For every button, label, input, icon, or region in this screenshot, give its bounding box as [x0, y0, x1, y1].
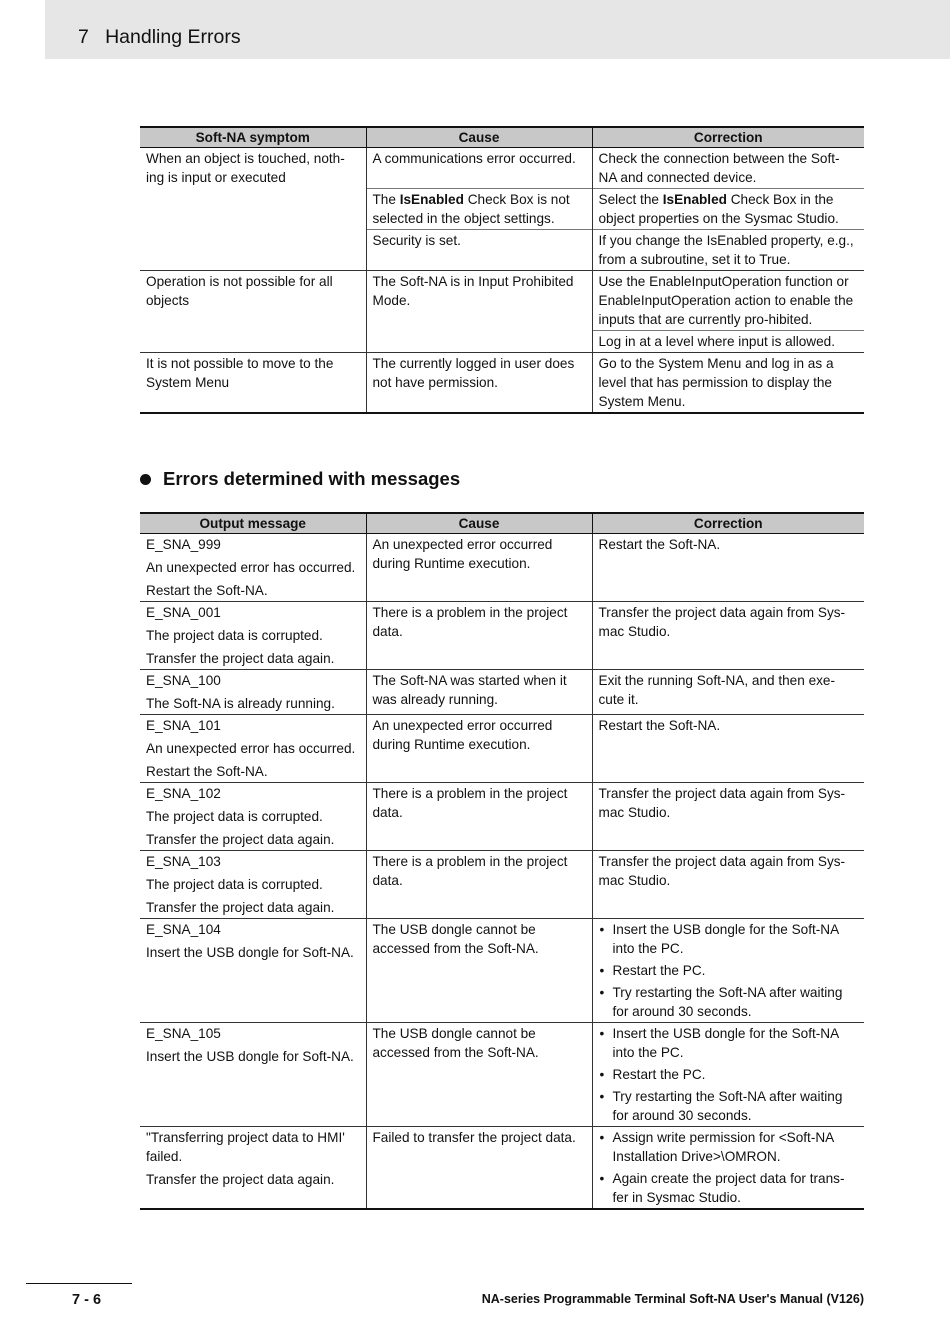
table-row [140, 1127, 864, 1210]
correction-cell: Transfer the project data again from Sys-mac Studio. [592, 851, 864, 919]
correction-cell: Check the connection between the Soft-NA and connected device. [592, 148, 864, 189]
header-correction: Correction [592, 513, 864, 534]
list-item: • Assign write permission for <Soft-NA Installation Drive>\OMRON. [599, 1128, 859, 1166]
cause-cell: Security is set. [366, 230, 592, 271]
list-item: • Again create the project data for trans-fer in Sysmac Studio. [599, 1169, 859, 1207]
list-item: • Insert the USB dongle for the Soft-NA into the PC. [599, 920, 859, 958]
header-output-message: Output message [140, 513, 366, 534]
cause-cell: Failed to transfer the project data. [366, 1127, 592, 1210]
table-row [140, 1023, 864, 1127]
bullet-dot-icon [140, 474, 151, 485]
cause-cell: The IsEnabled Check Box is not selected in the object settings. [366, 189, 592, 230]
message-cell: E_SNA_100 The Soft-NA is already running. [140, 670, 366, 715]
list-item: • Restart the PC. [599, 961, 859, 980]
list-item: • Insert the USB dongle for the Soft-NA into the PC. [599, 1024, 859, 1062]
message-cell: E_SNA_999 An unexpected error has occurred. Restart the Soft-NA. [140, 534, 366, 602]
correction-cell [592, 1023, 864, 1127]
header-correction: Correction [592, 127, 864, 148]
manual-title: NA-series Programmable Terminal Soft-NA User's Manual (V126) [481, 1292, 864, 1306]
table-row [140, 602, 864, 670]
table-row [140, 353, 864, 414]
correction-cell: Exit the running Soft-NA, and then exe-cute it. [592, 670, 864, 715]
message-cell: E_SNA_001 The project data is corrupted. Transfer the project data again. [140, 602, 366, 670]
header-cause: Cause [366, 127, 592, 148]
correction-cell [592, 919, 864, 1023]
header-symptom: Soft-NA symptom [140, 127, 366, 148]
cause-cell: A communications error occurred. [366, 148, 592, 189]
header-cause: Cause [366, 513, 592, 534]
table-row [140, 851, 864, 919]
table-row [140, 919, 864, 1023]
symptom-table [140, 126, 864, 414]
cause-cell: There is a problem in the project data. [366, 851, 592, 919]
cause-cell: The USB dongle cannot be accessed from the Soft-NA. [366, 919, 592, 1023]
message-cell: E_SNA_105 Insert the USB dongle for Soft-NA. [140, 1023, 366, 1127]
message-cell: E_SNA_104 Insert the USB dongle for Soft-NA. [140, 919, 366, 1023]
table-row [140, 148, 864, 189]
cause-cell: The currently logged in user does not have permission. [366, 353, 592, 414]
cause-cell: There is a problem in the project data. [366, 783, 592, 851]
message-table [140, 512, 864, 1210]
table-row [140, 715, 864, 783]
correction-cell [592, 1127, 864, 1210]
correction-cell: Log in at a level where input is allowed. [592, 331, 864, 353]
table-row [140, 670, 864, 715]
table-row [140, 534, 864, 602]
footer-rule [26, 1283, 132, 1284]
cause-cell: An unexpected error occurred during Runtime execution. [366, 534, 592, 602]
cause-cell: An unexpected error occurred during Runtime execution. [366, 715, 592, 783]
message-cell: E_SNA_101 An unexpected error has occurred. Restart the Soft-NA. [140, 715, 366, 783]
correction-cell: If you change the IsEnabled property, e.g., from a subroutine, set it to True. [592, 230, 864, 271]
table-header-row [140, 127, 864, 148]
correction-cell: Restart the Soft-NA. [592, 534, 864, 602]
cause-cell: There is a problem in the project data. [366, 602, 592, 670]
list-item: • Try restarting the Soft-NA after waiting for around 30 seconds. [599, 1087, 859, 1125]
message-cell: "Transferring project data to HMI' failed. Transfer the project data again. [140, 1127, 366, 1210]
symptom-cell: Operation is not possible for all objects [140, 271, 366, 353]
correction-cell: Restart the Soft-NA. [592, 715, 864, 783]
message-cell: E_SNA_102 The project data is corrupted. Transfer the project data again. [140, 783, 366, 851]
correction-cell: Transfer the project data again from Sys-mac Studio. [592, 602, 864, 670]
table-row [140, 271, 864, 331]
correction-cell: Go to the System Menu and log in as a level that has permission to display the System Menu. [592, 353, 864, 414]
section-title: Errors determined with messages [163, 468, 461, 489]
cause-cell: The Soft-NA was started when it was already running. [366, 670, 592, 715]
correction-cell: Transfer the project data again from Sys-mac Studio. [592, 783, 864, 851]
cause-cell: The Soft-NA is in Input Prohibited Mode. [366, 271, 592, 353]
list-item: • Try restarting the Soft-NA after waiting for around 30 seconds. [599, 983, 859, 1021]
correction-cell: Use the EnableInputOperation function or EnableInputOperation action to enable the inputs that are currently pro-hibited. [592, 271, 864, 331]
page-number: 7 - 6 [72, 1292, 102, 1308]
table-header-row [140, 513, 864, 534]
symptom-cell: When an object is touched, noth-ing is input or executed [140, 148, 366, 271]
list-item: • Restart the PC. [599, 1065, 859, 1084]
table-row [140, 783, 864, 851]
correction-cell: Select the IsEnabled Check Box in the object properties on the Sysmac Studio. [592, 189, 864, 230]
message-cell: E_SNA_103 The project data is corrupted. Transfer the project data again. [140, 851, 366, 919]
cause-cell: The USB dongle cannot be accessed from the Soft-NA. [366, 1023, 592, 1127]
symptom-cell: It is not possible to move to the System Menu [140, 353, 366, 414]
chapter-title: 7 Handling Errors [78, 26, 241, 48]
section-heading [140, 468, 460, 490]
